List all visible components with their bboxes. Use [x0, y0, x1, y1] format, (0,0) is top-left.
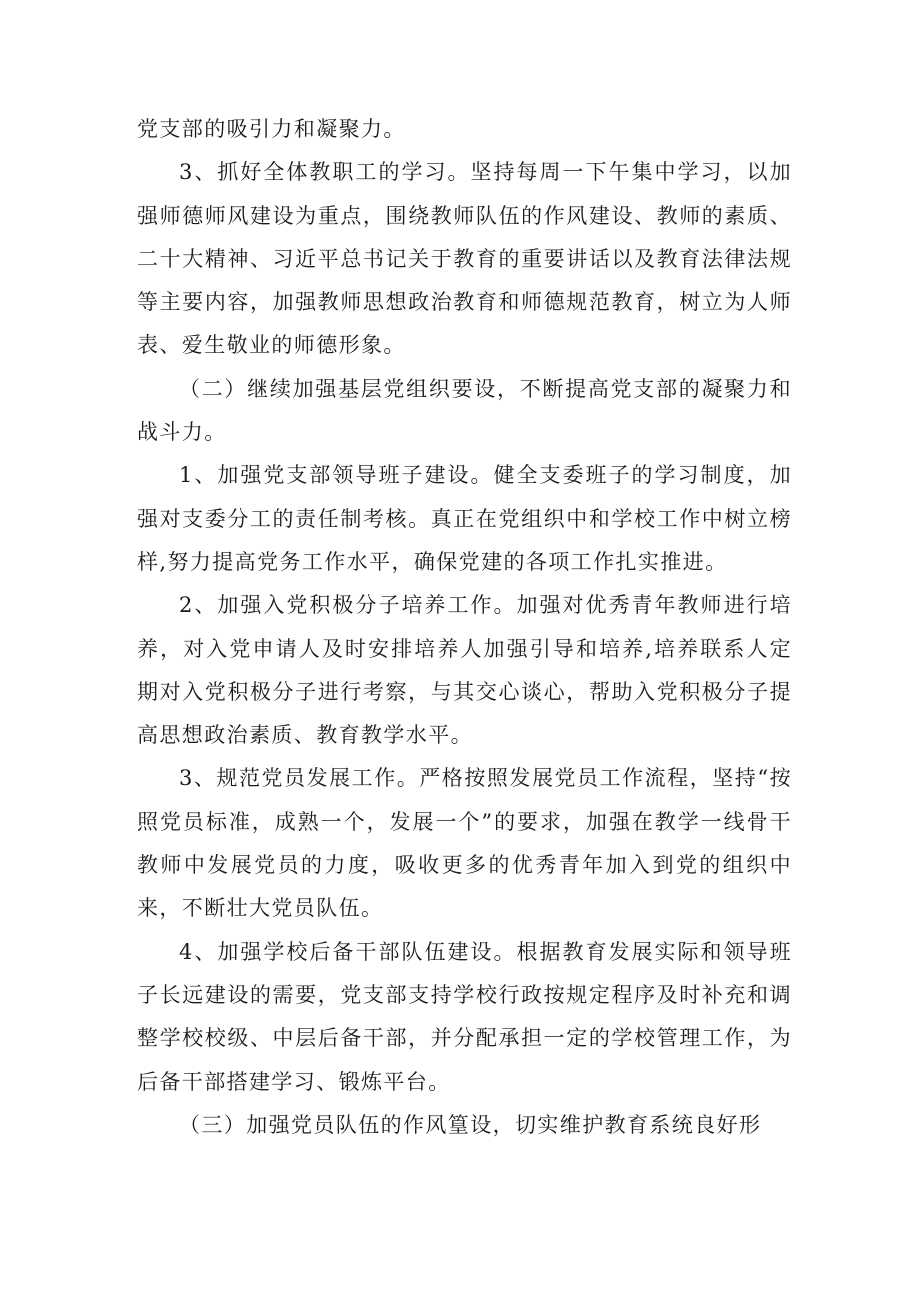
paragraph-continuation: 党支部的吸引力和凝聚力。 — [137, 117, 406, 141]
section-heading-3: （三）加强党员队伍的作风篁设，切实维护教育系统良好形 — [179, 1112, 762, 1137]
document-body — [137, 108, 792, 1147]
paragraph-leadership: 1、加强党支部领导班子建设。健全支委班子的学习制度，加强对支委分工的责任制考核。真正在党组织中和学校工作中树立榜样,努力提高党务工作水平，确保党建的各项工作扎实推进。 — [137, 463, 792, 574]
section-heading-2: （二）继续加强基层党组织要设，不断提高党支部的凝聚力和战斗力。 — [137, 376, 792, 445]
paragraph-activist-training: 2、加强入党积极分子培养工作。加强对优秀青年教师进行培养，对入党申请人及时安排培养人加强引导和培养,培养联系人定期对入党积极分子进行考察，与其交心谈心，帮助入党积极分子提高思想政治素质、教育教学水平。 — [137, 593, 792, 748]
paragraph-member-development: 3、规范党员发展工作。严格按照发展党员工作流程，坚持“按照党员标准，成熟一个，发展一个”的要求，加强在教学一线骨干教师中发展党员的力度，吸收更多的优秀青年加入到党的组织中来，不断壮大党员队伍。 — [137, 766, 792, 921]
paragraph-reserve-cadres: 4、加强学校后备干部队伍建设。根据教育发展实际和领导班子长远建设的需要，党支部支持学校行政按规定程序及时补充和调整学校校级、中层后备干部，并分配承担一定的学校管理工作，为后备干部搭建学习、锻炼平台。 — [137, 939, 792, 1094]
paragraph-staff-study: 3、抓好全体教职工的学习。坚持每周一下午集中学习，以加强师德师风建设为重点，围绕教师队伍的作风建设、教师的素质、二十大精神、习近平总书记关于教育的重要讲话以及教育法律法规等主要内容，加强教师思想政治教育和师德规范教育，树立为人师表、爱生敬业的师德形象。 — [137, 160, 792, 358]
